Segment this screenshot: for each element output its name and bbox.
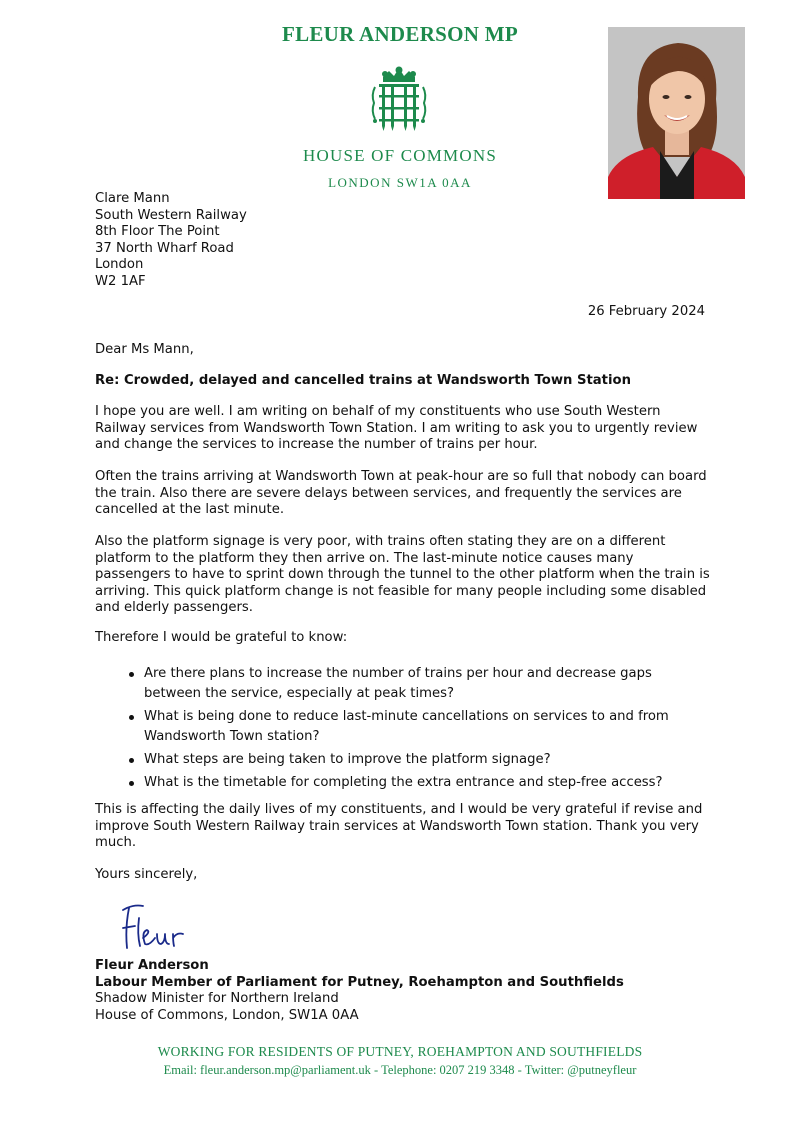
signatory-block xyxy=(95,958,695,1024)
recipient-line: 8th Floor The Point xyxy=(95,224,220,239)
mp-portrait-photo xyxy=(608,27,745,199)
recipient-address xyxy=(95,191,395,290)
list-item xyxy=(95,707,710,747)
letterhead-mp-name: FLEUR ANDERSON MP xyxy=(281,22,519,46)
handwritten-signature xyxy=(113,898,203,958)
body-paragraph: I hope you are well. I am writing on behalf of my constituents who use South Western Railway services from Wandsworth Town Station. I am writing to ask you to urgently review and change the services to increase the number of trains per hour. xyxy=(95,404,698,452)
signatory-title: Shadow Minister for Northern Ireland xyxy=(95,991,339,1006)
list-item xyxy=(95,664,710,704)
signatory-address: House of Commons, London, SW1A 0AA xyxy=(95,1007,359,1023)
bullet-icon xyxy=(129,758,134,763)
list-item xyxy=(95,773,710,793)
recipient-line: South Western Railway xyxy=(95,207,247,223)
question-text: Are there plans to increase the number of trains per hour and decrease gaps between the service, especially at peak times? xyxy=(144,666,652,701)
footer-contact: Email: fleur.anderson.mp@parliament.uk - Telephone: 0207 219 3348 - Twitter: @putneyfleur xyxy=(163,1063,637,1077)
closing: Yours sincerely, xyxy=(95,867,198,882)
body-paragraph: Therefore I would be grateful to know: xyxy=(95,630,348,645)
list-item xyxy=(95,750,710,770)
recipient-line: London xyxy=(95,257,144,272)
letter-date: 26 February 2024 xyxy=(587,304,705,319)
portrait-illustration xyxy=(608,27,745,199)
body-paragraph: Often the trains arriving at Wandsworth Town at peak-hour are so full that nobody can board the train. Also there are severe delays between services, and frequently the services are cancelled at the last minute. xyxy=(95,469,707,517)
closing-paragraph: This is affecting the daily lives of my constituents, and I would be very grateful if revise and improve South Western Railway train services at Wandsworth Town station. Thank you very much. xyxy=(95,802,703,850)
letterhead-house-address: LONDON SW1A 0AA xyxy=(328,175,472,190)
bullet-icon xyxy=(129,672,134,677)
subject-line: Re: Crowded, delayed and cancelled trains at Wandsworth Town Station xyxy=(95,373,631,388)
signatory-name: Fleur Anderson xyxy=(95,958,209,973)
bullet-icon xyxy=(129,715,134,720)
recipient-line: W2 1AF xyxy=(95,273,146,289)
question-text: What is the timetable for completing the extra entrance and step-free access? xyxy=(144,775,663,790)
question-text: What is being done to reduce last-minute cancellations on services to and from Wandsworth Town station? xyxy=(144,709,669,744)
question-text: What steps are being taken to improve the platform signage? xyxy=(144,752,551,767)
signatory-role: Labour Member of Parliament for Putney, Roehampton and Southfields xyxy=(95,974,624,990)
portcullis-icon xyxy=(369,65,429,135)
letterhead-house: HOUSE OF COMMONS xyxy=(303,146,497,165)
footer-tagline: WORKING FOR RESIDENTS OF PUTNEY, ROEHAMPTON AND SOUTHFIELDS xyxy=(157,1044,643,1059)
bullet-icon xyxy=(129,781,134,786)
recipient-line: Clare Mann xyxy=(95,191,170,206)
questions-list xyxy=(95,664,710,796)
recipient-line: 37 North Wharf Road xyxy=(95,240,234,256)
body-paragraph: Also the platform signage is very poor, with trains often stating they are on a different platform to the platform they then arrive on. The last-minute notice causes many passengers to have to sprint down through the tunnel to the other platform when the train is arriving. This quick platform change is not feasible for many people including some disabled and elderly passengers. xyxy=(95,534,710,615)
salutation: Dear Ms Mann, xyxy=(95,342,194,357)
